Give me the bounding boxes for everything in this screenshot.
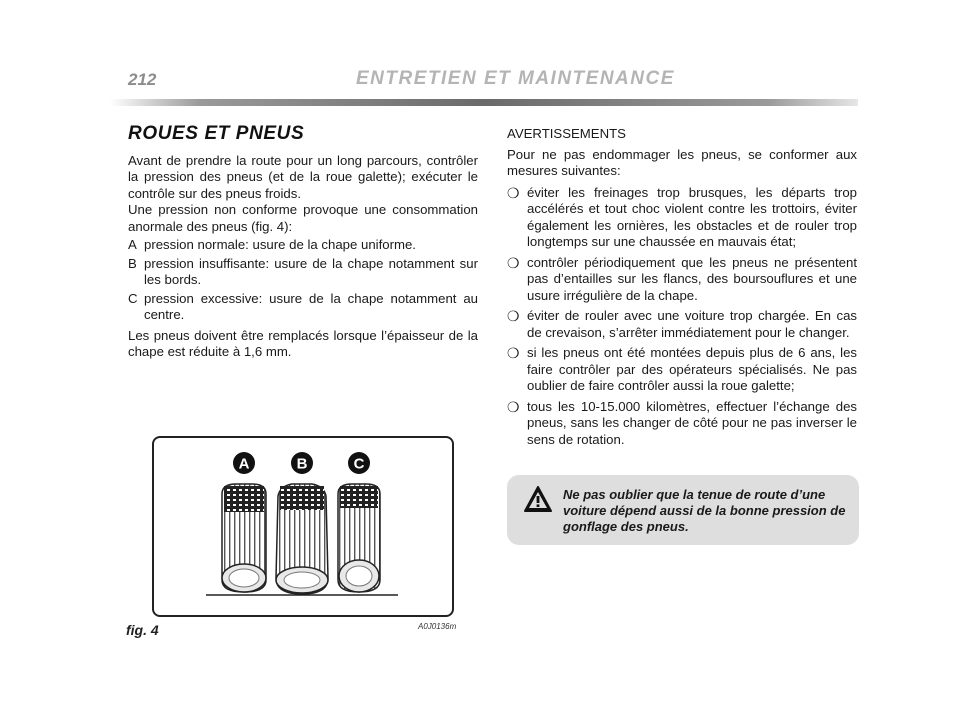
tire-b — [276, 452, 328, 594]
bullet-item — [507, 185, 857, 251]
pressure-list — [128, 237, 478, 324]
bullet-item — [507, 399, 857, 449]
bullet-item — [507, 345, 857, 395]
figure-caption: fig. 4 — [126, 622, 159, 638]
header-rule — [110, 99, 858, 106]
list-text: pression normale: usure de la chape uniforme. — [144, 237, 416, 252]
tire-wear-illustration — [154, 438, 452, 615]
paragraph: Une pression non conforme provoque une consommation anormale des pneus (fig. 4): — [128, 202, 478, 234]
bullet-text: contrôler périodiquement que les pneus ne présentent pas d’entailles sur les flancs, des boursouflures et une usure irrégulière de la chape. — [527, 254, 857, 303]
section-title: ROUES ET PNEUS — [128, 123, 305, 144]
bullet-text: éviter de rouler avec une voiture trop chargée. En cas de crevaison, s’arrêter immédiatement pour le changer. — [527, 308, 857, 340]
paragraph: Avant de prendre la route pour un long parcours, contrôler la pression des pneus (et de la roue galette); exécuter le contrôle sur des pneus froids. — [128, 152, 478, 201]
bullet-circle-icon: ❍ — [507, 184, 520, 201]
tire-a — [222, 452, 266, 592]
bullet-text: éviter les freinages trop brusques, les départs trop accélérés et tout choc violent contre les trottoirs, éviter également les ornières, les obstacles et de rouler trop longtemps sur une chaussée en mauvais état; — [527, 184, 857, 249]
bullet-circle-icon: ❍ — [507, 345, 520, 361]
list-text: pression insuffisante: usure de la chape notamment sur les bords. — [144, 255, 478, 287]
tire-label-c: C — [353, 455, 365, 473]
list-text: pression excessive: usure de la chape notamment au centre. — [144, 290, 478, 322]
warning-text: Ne pas oublier que la tenue de route d’une voiture dépend aussi de la bonne pression de gonflage des pneus. — [563, 487, 846, 534]
bullet-circle-icon: ❍ — [507, 398, 520, 415]
list-item — [128, 256, 478, 289]
bullet-circle-icon: ❍ — [507, 254, 520, 271]
right-column — [507, 126, 857, 452]
warning-triangle-icon — [523, 485, 553, 518]
bullet-item — [507, 255, 857, 305]
bullet-item — [507, 308, 857, 341]
warnings-heading: AVERTISSEMENTS — [507, 126, 626, 141]
tire-label-a: A — [238, 455, 250, 473]
paragraph: Pour ne pas endommager les pneus, se conformer aux mesures suivantes: — [507, 146, 857, 178]
bullet-text: tous les 10-15.000 kilomètres, effectuer l’échange des pneus, sans les changer de côté pour ne pas inverser le sens de rotation. — [527, 398, 857, 447]
bullet-circle-icon: ❍ — [507, 308, 520, 324]
paragraph: Les pneus doivent être remplacés lorsque l’épaisseur de la chape est réduite à 1,6 mm. — [128, 327, 478, 359]
list-letter: B — [128, 255, 137, 271]
list-item — [128, 237, 478, 254]
tire-label-b: B — [296, 455, 308, 473]
list-letter: A — [128, 237, 137, 252]
tire-c — [338, 452, 380, 592]
figure-code: A0J0136m — [418, 622, 457, 631]
left-column — [128, 123, 478, 368]
chapter-title: ENTRETIEN ET MAINTENANCE — [356, 68, 675, 89]
warning-box — [507, 475, 859, 545]
list-letter: C — [128, 290, 138, 306]
page-number: 212 — [128, 70, 157, 89]
list-item — [128, 291, 478, 324]
figure-4 — [152, 436, 454, 617]
bullet-text: si les pneus ont été montées depuis plus de 6 ans, les faire contrôler par des opérateurs spécialisés. Ne pas oublier de faire contrôler aussi la roue galette; — [527, 345, 857, 393]
